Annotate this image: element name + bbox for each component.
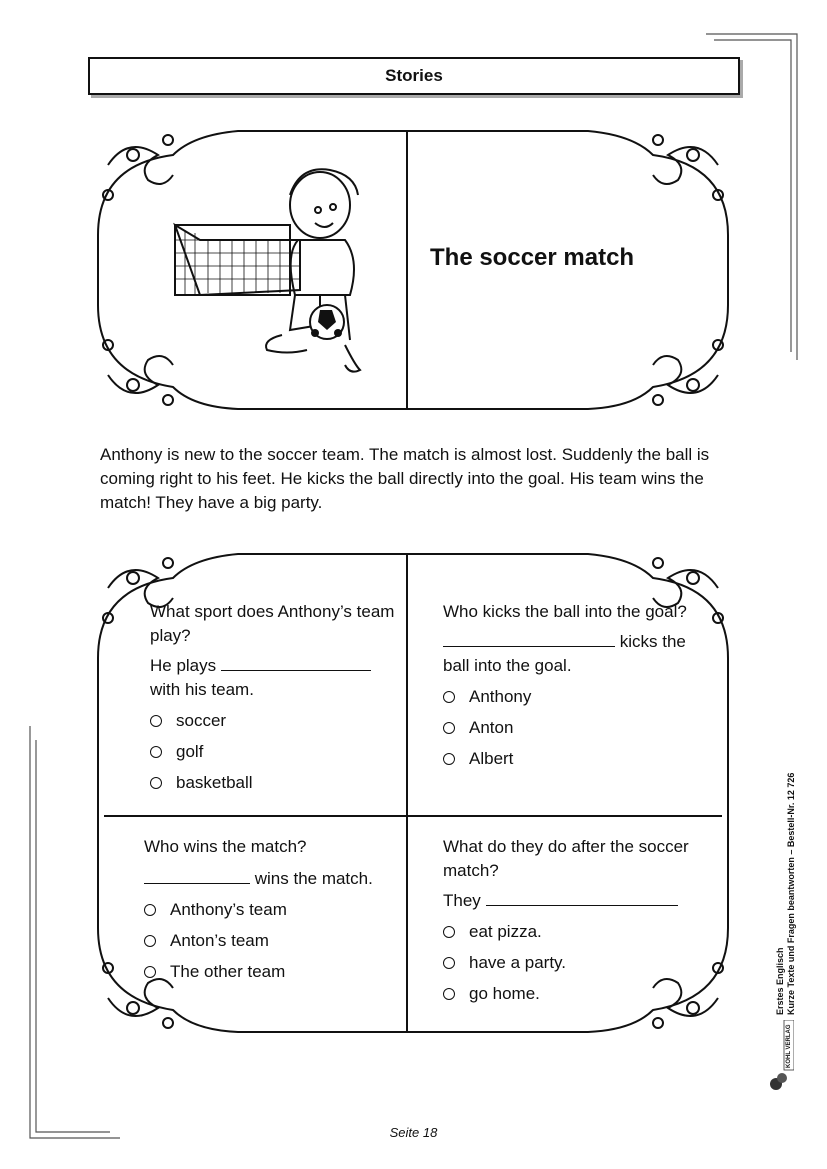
radio-circle-icon[interactable]: [144, 904, 156, 916]
option-label: go home.: [469, 984, 540, 1003]
question-3: [144, 835, 399, 984]
option[interactable]: [443, 747, 688, 771]
option[interactable]: [443, 716, 688, 740]
radio-circle-icon[interactable]: [443, 722, 455, 734]
question-1: [150, 600, 395, 795]
sentence-end: kicks the ball into the goal.: [443, 632, 686, 675]
side-series-title: Erstes Englisch: [775, 947, 785, 1015]
answer-blank[interactable]: [443, 630, 615, 647]
answer-blank[interactable]: [486, 889, 678, 906]
story-title: The soccer match: [430, 244, 635, 271]
option[interactable]: [150, 771, 395, 795]
publisher-logo: [768, 1020, 794, 1095]
question-4: [443, 835, 698, 1006]
option-label: soccer: [176, 711, 227, 730]
option[interactable]: [144, 929, 399, 953]
sentence-start: He plays: [150, 656, 217, 675]
question-2: [443, 600, 688, 771]
question-4-sentence: [443, 889, 698, 913]
radio-circle-icon[interactable]: [150, 777, 162, 789]
option-label: golf: [176, 742, 204, 761]
radio-circle-icon[interactable]: [443, 926, 455, 938]
option[interactable]: [150, 709, 395, 733]
page-title: Stories: [88, 57, 740, 95]
option[interactable]: [443, 982, 698, 1006]
radio-circle-icon[interactable]: [443, 957, 455, 969]
radio-circle-icon[interactable]: [150, 715, 162, 727]
sentence-start: They: [443, 891, 481, 910]
question-3-sentence: [144, 867, 399, 891]
question-3-text: Who wins the match?: [144, 837, 307, 856]
option[interactable]: [144, 960, 399, 984]
question-2-sentence: [443, 630, 688, 678]
option-label: Anton’s team: [170, 931, 269, 950]
answer-blank[interactable]: [144, 867, 250, 884]
option-label: Anton: [469, 718, 514, 737]
radio-circle-icon[interactable]: [150, 746, 162, 758]
answer-blank[interactable]: [221, 654, 371, 671]
question-1-text: What sport does Anthony’s team play?: [150, 602, 395, 645]
option-label: eat pizza.: [469, 922, 542, 941]
option-label: Albert: [469, 749, 514, 768]
option-label: basketball: [176, 773, 253, 792]
option[interactable]: [144, 898, 399, 922]
page-number: Seite 18: [389, 1125, 438, 1140]
radio-circle-icon[interactable]: [443, 691, 455, 703]
question-2-text: Who kicks the ball into the goal?: [443, 602, 687, 621]
radio-circle-icon[interactable]: [144, 966, 156, 978]
option[interactable]: [443, 951, 698, 975]
option[interactable]: [443, 685, 688, 709]
publisher-name: KOHL VERLAG: [786, 1024, 792, 1068]
option[interactable]: [150, 740, 395, 764]
question-1-sentence: [150, 654, 395, 702]
option[interactable]: [443, 920, 698, 944]
radio-circle-icon[interactable]: [144, 935, 156, 947]
option-label: Anthony: [469, 687, 532, 706]
radio-circle-icon[interactable]: [443, 988, 455, 1000]
option-label: have a party.: [469, 953, 567, 972]
radio-circle-icon[interactable]: [443, 753, 455, 765]
question-4-text: What do they do after the soccer match?: [443, 837, 689, 880]
sentence-end: wins the match.: [254, 869, 373, 888]
option-label: Anthony’s team: [170, 900, 287, 919]
story-text: Anthony is new to the soccer team. The match is almost lost. Suddenly the ball is coming right to his feet. He kicks the ball directly into the goal. His team wins the match! They have a big party.: [100, 445, 710, 512]
side-book-title: Kurze Texte und Fragen beantworten – Bestell-Nr. 12 726: [786, 772, 796, 1015]
sentence-end: with his team.: [150, 680, 254, 699]
soccer-boy-illustration: [170, 165, 375, 380]
side-publisher-info: [775, 772, 797, 1015]
option-label: The other team: [170, 962, 286, 981]
